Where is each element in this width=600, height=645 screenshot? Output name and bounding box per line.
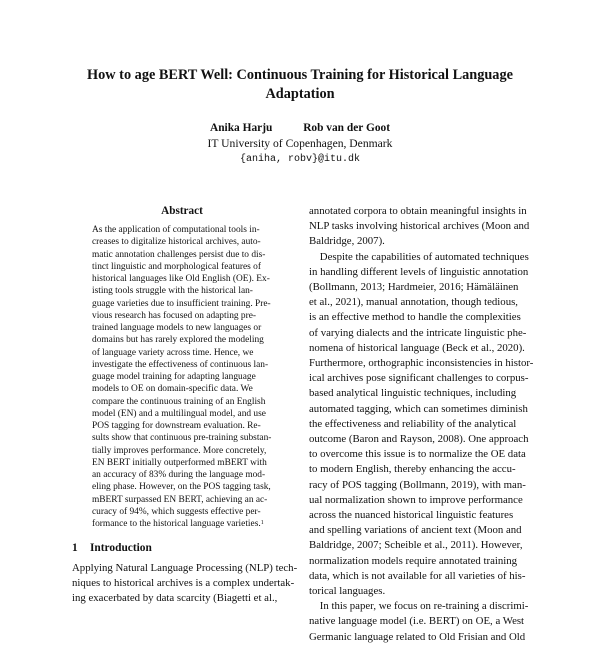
body-line: et al., 2021), manual annotation, though tedious, (309, 296, 518, 309)
body-line: Germanic language related to Old Frisian and Old (309, 630, 526, 643)
abstract-line: tinct linguistic and morphological features of (92, 261, 261, 272)
abstract-line: an accuracy of 83% during the language mod- (92, 470, 266, 480)
body-line: NLP tasks involving historical archives (Moon and (309, 220, 530, 233)
abstract-line: creases to digitalize historical archives, auto- (92, 237, 261, 248)
title-line: How to age BERT Well: Continuous Training for Historical Language (87, 67, 513, 83)
body-line: in handling different levels of linguistic annotation (309, 265, 529, 278)
body-line: automated tagging, which can sometimes diminish (309, 402, 528, 415)
body-line: and spelling variations of ancient text (Moon and (309, 524, 522, 537)
abstract-line: model (EN) and a multilingual model, and use (92, 408, 266, 419)
body-line: of varying dialects and the intricate linguistic phe- (309, 326, 527, 339)
body-line: niques to historical archives is a complex undertak- (72, 577, 295, 590)
abstract-line: mBERT surpassed EN BERT, achieving an ac- (92, 494, 268, 505)
abstract-line: models to OE on domain-specific data. We (92, 384, 253, 395)
paper-title (60, 66, 540, 104)
abstract-line: eling phase. However, on the POS tagging task, (92, 482, 271, 493)
body-line: racy of POS tagging (Bollmann, 2019), with man- (309, 478, 526, 491)
body-line: across the nuanced historical linguistic features (309, 509, 514, 522)
authors (60, 122, 540, 134)
abstract-line: curacy of 94%, which suggests effective per- (92, 506, 261, 517)
abstract-line: EN BERT initially outperformed mBERT with (92, 457, 267, 468)
body-line: data, which is not available for all varieties of his- (309, 569, 526, 582)
abstract-line: investigate the effectiveness of continuous lan- (92, 359, 269, 370)
body-line: ual normalization shown to improve performance (309, 493, 523, 506)
section-title: Introduction (90, 542, 152, 554)
abstract-line: of language variety across time. Hence, we (92, 347, 254, 358)
body-line: native language model (i.e. BERT) on OE, a West (309, 615, 525, 628)
body-line: torical languages. (309, 585, 386, 598)
abstract-line: isting tools struggle with the historical lan- (92, 286, 253, 297)
abstract-line: guage varieties due to insufficient training. Pre- (92, 298, 271, 309)
abstract-heading: Abstract (161, 205, 203, 217)
body-line: ing exacerbated by data scarcity (Biagetti et al., (72, 592, 278, 605)
body-line: outcome (Baron and Rayson, 2008). One approach (309, 433, 529, 446)
author-email: {aniha, robv}@itu.dk (239, 154, 361, 165)
abstract-line: POS tagging for downstream evaluation. Re- (92, 421, 261, 431)
abstract-line: matic annotation challenges persist due to dis- (92, 249, 266, 260)
body-line: annotated corpora to obtain meaningful insights in (309, 205, 527, 217)
abstract-line: vious research has focused on adapting pre- (92, 310, 257, 321)
abstract-line: sults show that continuous pre-training substan- (92, 433, 272, 444)
section-heading-introduction (72, 542, 152, 554)
body-line: Baldridge, 2007). (309, 235, 385, 248)
author-name: Anika Harju (209, 122, 273, 134)
abstract-last-line-text: formance to the historical language varieties. (92, 519, 261, 529)
body-line: to overcome this issue is to normalize the OE data (309, 448, 526, 461)
footnote-marker[interactable]: 1 (260, 520, 264, 526)
body-line: ical archives pose significant challenges to corpus- (309, 372, 529, 385)
abstract-body (92, 224, 276, 530)
body-line: (Bollmann, 2013; Hardmeier, 2016; Hämäläinen (309, 281, 519, 294)
abstract-last-line (92, 518, 276, 530)
abstract-line: As the application of computational tools in- (92, 225, 260, 235)
body-line: the effectiveness and reliability of the analytical (309, 417, 517, 430)
body-line: Despite the capabilities of automated techniques (309, 250, 529, 263)
section-number: 1 (72, 542, 78, 554)
body-line: Applying Natural Language Processing (NLP) tech- (72, 562, 298, 574)
body-line: based analytical linguistic techniques, including (309, 387, 517, 400)
abstract-line: guage model training for adapting language (92, 372, 256, 382)
author-name: Rob van der Goot (303, 122, 390, 134)
abstract-line: historical languages like Old English (OE). Ex- (92, 274, 270, 284)
body-line: normalization models require annotated training (309, 554, 518, 567)
right-column (309, 204, 534, 645)
body-line: is an effective method to handle the complexities (309, 311, 521, 324)
abstract-line: trained language models to new languages or (92, 323, 262, 333)
abstract-line: domains but has rarely explored the modeling (92, 335, 264, 346)
abstract-line: compare the continuous training of an English (92, 396, 266, 407)
affiliation: IT University of Copenhagen, Denmark (207, 137, 393, 150)
body-line: Furthermore, orthographic inconsistencies in histor- (309, 357, 534, 370)
body-line: nomena of historical language (Beck et al., 2020). (309, 341, 525, 354)
abstract-line: tially improves performance. More concretely, (92, 445, 267, 456)
body-line: to modern English, thereby enhancing the accu- (309, 463, 516, 476)
title-line: Adaptation (265, 86, 335, 102)
body-line: Baldridge, 2007; Scheible et al., 2011). However, (309, 539, 523, 552)
body-line: In this paper, we focus on re-training a discrimi- (309, 600, 529, 613)
